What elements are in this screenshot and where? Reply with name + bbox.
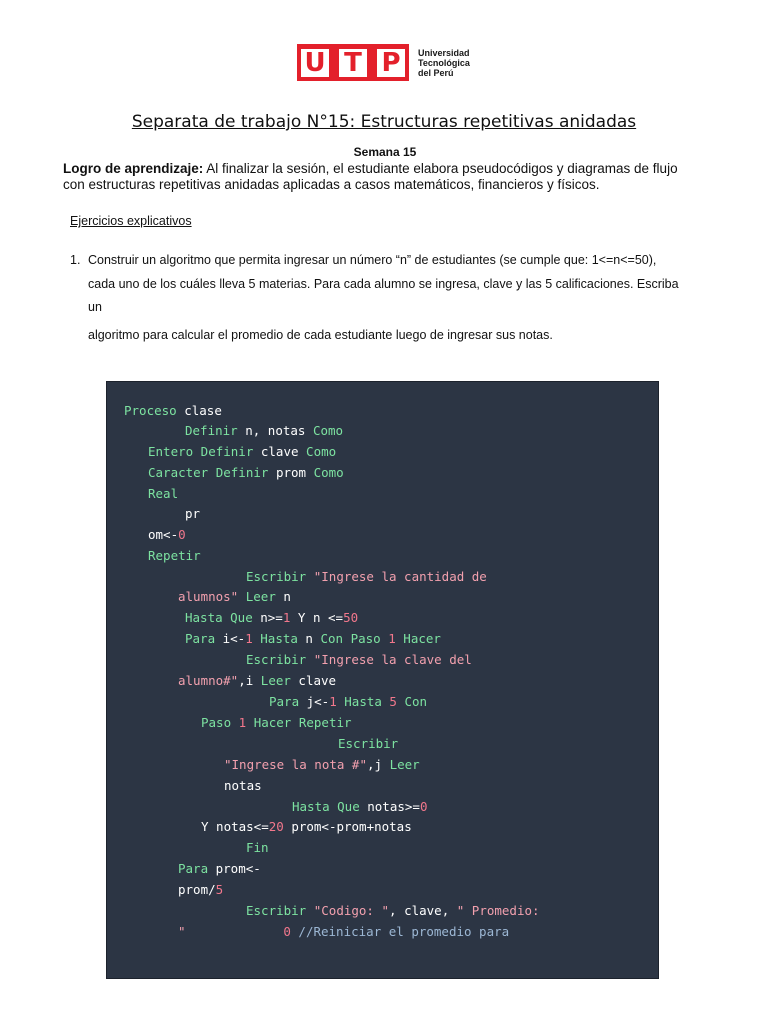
code-token: //Reiniciar el promedio para [290, 924, 510, 939]
code-line [148, 465, 344, 481]
logo-letter-t: T [339, 49, 367, 77]
exercise-line: cada uno de los cuáles lleva 5 materias. Para cada alumno se ingresa, clave y las 5 calificaciones. Escriba [88, 276, 679, 291]
code-token: 20 [268, 819, 284, 834]
code-token: ,j [367, 757, 390, 772]
code-line [246, 569, 487, 585]
code-line [185, 506, 200, 522]
code-token: 0 [419, 799, 428, 814]
code-line [148, 548, 201, 564]
logo-text-line: Tecnológica [418, 57, 470, 68]
utp-logo [297, 44, 470, 81]
section-title: Ejercicios explicativos [70, 214, 192, 228]
exercise-line: un [88, 300, 102, 314]
logo-text-line: del Perú [418, 67, 454, 78]
code-token: Proceso [124, 403, 177, 418]
code-token: notas>= [359, 799, 420, 814]
code-line [148, 444, 336, 460]
code-line [246, 652, 472, 668]
code-token: om<- [148, 527, 179, 542]
code-token: 1 [231, 715, 247, 730]
exercise-number: 1. [70, 253, 81, 267]
code-token: clave [290, 673, 337, 688]
code-token: Leer [389, 757, 420, 772]
code-token: prom/ [178, 882, 216, 897]
learning-outcome-label: Logro de aprendizaje: [63, 161, 204, 176]
code-line [338, 736, 398, 752]
code-line [224, 757, 420, 773]
code-token: Como [313, 465, 344, 480]
code-token: 0 [283, 924, 291, 939]
code-line [148, 486, 178, 502]
code-token: Hasta Que [292, 799, 360, 814]
code-line [178, 673, 336, 689]
code-token: Hacer [395, 631, 441, 646]
code-line [178, 882, 223, 898]
code-line [178, 861, 261, 877]
learning-outcome [63, 161, 703, 192]
code-token: clave [253, 444, 307, 459]
code-token: notas [224, 778, 262, 793]
code-token: n, notas [237, 423, 313, 438]
code-token: n [297, 631, 321, 646]
code-token: ,i [238, 673, 261, 688]
code-token: 5 [381, 694, 397, 709]
code-token: j<- [299, 694, 330, 709]
code-line [178, 589, 291, 605]
code-block [106, 381, 659, 979]
code-token: " Promedio: [456, 903, 540, 918]
exercise-1 [70, 249, 710, 347]
code-token: 5 [215, 882, 224, 897]
code-token: Paso [201, 715, 232, 730]
code-token: Para [185, 631, 216, 646]
code-token: 1 [329, 694, 337, 709]
logo-text-line: Universidad [418, 47, 470, 58]
code-token: Hasta [252, 631, 298, 646]
code-token: prom [268, 465, 314, 480]
code-token: "Ingrese la cantidad de [306, 569, 487, 584]
code-token: Y n <= [290, 610, 344, 625]
code-token: prom<- [208, 861, 261, 876]
code-token: Hacer Repetir [246, 715, 352, 730]
code-token: Y notas<= [201, 819, 269, 834]
code-token: Como [306, 444, 337, 459]
code-token: n>= [252, 610, 283, 625]
code-token: Definir [185, 423, 238, 438]
code-token: alumno#" [178, 673, 239, 688]
logo-letter-p: P [377, 49, 405, 77]
week-label: Semana 15 [353, 145, 417, 159]
code-token: prom<-prom+notas [283, 819, 412, 834]
code-token: Para [178, 861, 209, 876]
code-line [185, 631, 441, 647]
code-token: 1 [282, 610, 291, 625]
code-token: i<- [215, 631, 246, 646]
code-token: Con [396, 694, 428, 709]
code-token: Leer [238, 589, 276, 604]
code-line [269, 694, 427, 710]
code-line [224, 778, 262, 794]
code-line [148, 527, 186, 543]
code-line [292, 799, 427, 815]
code-token: 50 [343, 610, 359, 625]
code-token: Hasta Que [185, 610, 253, 625]
code-token [186, 924, 284, 939]
code-line [185, 610, 358, 626]
code-token: "Ingrese la clave del [306, 652, 472, 667]
code-token: Escribir [246, 903, 307, 918]
code-line [124, 403, 222, 419]
code-token: Como [312, 423, 344, 438]
code-token: , clave, [389, 903, 457, 918]
code-token: 0 [178, 527, 186, 542]
document-title: Separata de trabajo N°15: Estructuras repetitivas anidadas [131, 112, 637, 132]
code-token: Caracter Definir [148, 465, 269, 480]
code-token: Leer [260, 673, 291, 688]
exercise-line: Construir un algoritmo que permita ingresar un número “n” de estudiantes (se cumple que: 1<=n<=50), [88, 253, 657, 267]
code-token: Para [269, 694, 300, 709]
code-token: " [178, 924, 186, 939]
code-token: Fin [246, 840, 269, 855]
code-token: 1 [380, 631, 396, 646]
code-line [178, 924, 509, 940]
code-token: Hasta [336, 694, 382, 709]
code-token: 1 [245, 631, 253, 646]
code-line [246, 840, 269, 856]
code-token: Real [148, 486, 179, 501]
code-token: Escribir [338, 736, 399, 751]
code-token: alumnos" [178, 589, 239, 604]
code-token: "Ingrese la nota #" [224, 757, 367, 772]
code-token: "Codigo: " [306, 903, 390, 918]
code-token: Con Paso [320, 631, 381, 646]
utp-logo-mark [297, 44, 409, 81]
code-token: clase [176, 403, 222, 418]
code-line [185, 423, 343, 439]
code-line [246, 903, 540, 919]
code-line [201, 819, 412, 835]
code-token: Escribir [246, 569, 307, 584]
code-token: Entero Definir [148, 444, 254, 459]
exercise-line: algoritmo para calcular el promedio de cada estudiante luego de ingresar sus notas. [88, 327, 553, 342]
learning-outcome-text: Al finalizar la sesión, el estudiante elabora pseudocódigos y diagramas de flujo con estructuras repetitivas anidadas aplicadas a casos matemáticos, financieros y físicos. [63, 161, 678, 192]
logo-wordmark [418, 48, 470, 78]
code-token: pr [185, 506, 201, 521]
code-token: Repetir [148, 548, 201, 563]
code-line [201, 715, 352, 731]
code-token: Escribir [246, 652, 307, 667]
logo-letter-u: U [301, 49, 329, 77]
code-token: n [275, 589, 291, 604]
